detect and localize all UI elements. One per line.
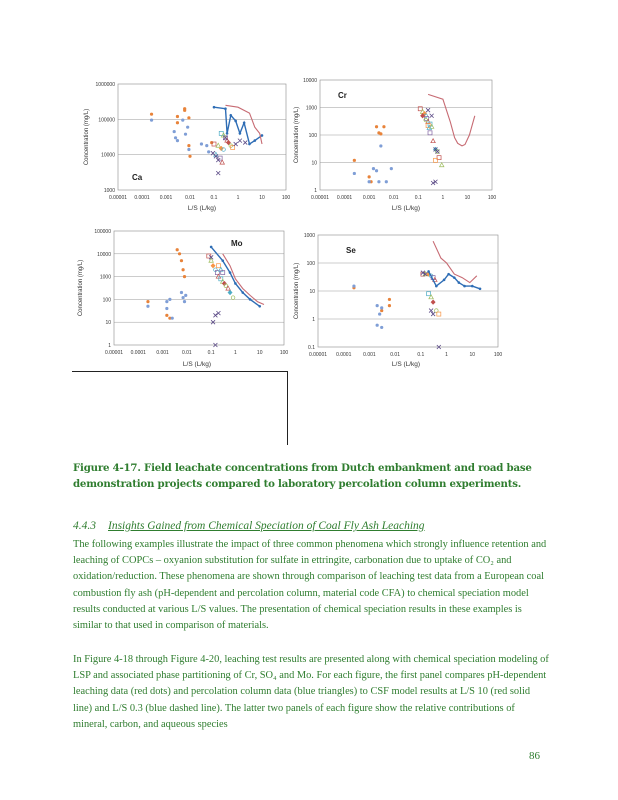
chart-mo-field-orange-point bbox=[146, 300, 149, 303]
chart-mo-y-tick-label: 10000 bbox=[97, 251, 111, 258]
chart-ca-model-point bbox=[213, 106, 216, 109]
chart-mo-title: Mo bbox=[231, 239, 243, 248]
chart-ca-field-orange-point bbox=[183, 107, 186, 110]
chart-ca-y-tick-label: 10000 bbox=[101, 152, 115, 159]
chart-ca-model-point bbox=[226, 132, 229, 135]
chart-mo-lab-point bbox=[211, 263, 215, 268]
chart-cr bbox=[290, 72, 502, 214]
chart-se-x-tick-label: 10 bbox=[469, 352, 476, 358]
chart-mo-field-blue-point bbox=[165, 300, 168, 303]
chart-mo-x-tick-label: 100 bbox=[279, 350, 288, 356]
chart-cr-ylabel: Concentration (mg/L) bbox=[294, 106, 300, 164]
chart-se-model-point bbox=[479, 287, 482, 290]
figure-divider-vertical bbox=[287, 371, 288, 445]
chart-ca-field-blue-point bbox=[205, 144, 208, 147]
chart-mo-y-tick-label: 1000 bbox=[99, 274, 111, 281]
chart-cr-field-blue-point bbox=[377, 180, 380, 183]
chart-cr-field-orange-point bbox=[353, 159, 356, 162]
chart-ca-field-blue-point bbox=[176, 139, 179, 142]
chart-se-lab-x-point bbox=[431, 312, 435, 316]
chart-mo-field-blue-point bbox=[183, 300, 186, 303]
chart-mo-y-tick-label: 100 bbox=[102, 297, 111, 304]
chart-cr-x-tick-label: 0.01 bbox=[388, 195, 399, 201]
chart-ca-field-blue-point bbox=[200, 142, 203, 145]
chart-se-model-point bbox=[443, 279, 446, 282]
chart-ca-field-blue-point bbox=[187, 148, 190, 151]
chart-cr-x-ticks bbox=[311, 195, 496, 201]
chart-mo-x-ticks bbox=[105, 350, 288, 356]
chart-se-x-tick-label: 0.1 bbox=[417, 352, 425, 358]
chart-cr-x-tick-label: 0.1 bbox=[414, 195, 422, 201]
chart-se-field-orange-point bbox=[388, 304, 391, 307]
chart-mo-x-tick-label: 0.00001 bbox=[104, 350, 124, 356]
chart-cr-xlabel: L/S (L/kg) bbox=[391, 205, 421, 212]
chart-ca-y-tick-label: 100000 bbox=[98, 117, 115, 124]
chart-se-y-tick-label: 100 bbox=[306, 261, 315, 267]
chart-cr-field-blue-point bbox=[375, 169, 378, 172]
figure-caption bbox=[73, 460, 553, 492]
chart-ca-lab-point bbox=[220, 160, 224, 164]
chart-cr-y-tick-label: 10 bbox=[311, 160, 317, 167]
chart-ca-model-blue-line bbox=[214, 107, 262, 144]
chart-mo-field-orange-point bbox=[165, 314, 168, 317]
chart-ca-field-blue-point bbox=[150, 119, 153, 122]
chart-ca-field-blue-point bbox=[207, 150, 210, 153]
chart-se-field-blue-point bbox=[378, 312, 381, 315]
chart-se-x-ticks bbox=[309, 352, 502, 358]
chart-se-x-tick-label: 0.001 bbox=[363, 352, 376, 358]
chart-ca-x-tick-label: 0.0001 bbox=[134, 195, 150, 201]
chart-mo-lab-point bbox=[216, 264, 220, 268]
chart-ca-field-blue-point bbox=[184, 133, 187, 136]
chart-se-y-tick-label: 10 bbox=[309, 289, 315, 295]
chart-ca-ylabel: Concentration (mg/L) bbox=[84, 108, 90, 166]
chart-mo-lab-point bbox=[231, 296, 235, 300]
chart-mo-model-point bbox=[241, 291, 244, 294]
chart-cr-x-tick-label: 10 bbox=[464, 195, 471, 201]
chart-cr-lab-point bbox=[428, 131, 432, 135]
chart-mo-field-blue-point bbox=[171, 317, 174, 320]
chart-se-field-orange-point bbox=[388, 298, 391, 301]
section-title: Insights Gained from Chemical Speciation of Coal Fly Ash Leaching bbox=[108, 520, 425, 532]
chart-cr-field-blue-point bbox=[379, 144, 382, 147]
chart-cr-x-tick-label: 0.0001 bbox=[336, 195, 353, 201]
chart-ca-model-point bbox=[229, 114, 232, 117]
chart-ca-model-point bbox=[234, 120, 237, 123]
chart-cr-x-tick-label: 100 bbox=[487, 195, 497, 201]
chart-ca-field-blue-point bbox=[186, 126, 189, 129]
chart-mo-model-point bbox=[221, 259, 224, 262]
chart-mo-field-blue-point bbox=[181, 296, 184, 299]
chart-mo-field-blue-point bbox=[168, 298, 171, 301]
chart-mo-model-point bbox=[234, 282, 237, 285]
chart-cr-lab-x-point bbox=[426, 108, 430, 112]
chart-mo-field-orange-point bbox=[180, 259, 183, 262]
chart-cr-lab-point bbox=[440, 163, 444, 167]
chart-ca-y-tick-label: 1000000 bbox=[95, 82, 115, 88]
chart-ca-model-point bbox=[253, 139, 256, 142]
chart-se-field-blue-point bbox=[380, 326, 383, 329]
chart-se-x-tick-label: 1 bbox=[445, 352, 448, 358]
chart-ca-model-point bbox=[261, 134, 264, 137]
chart-se bbox=[292, 225, 504, 370]
chart-se-field-blue-point bbox=[380, 306, 383, 309]
chart-ca-field-blue-point bbox=[174, 136, 177, 139]
chart-ca-lab-x-point bbox=[243, 141, 247, 145]
chart-cr-lab-x-point bbox=[435, 150, 439, 154]
chart-mo-lab-point bbox=[226, 286, 230, 290]
chart-mo-field-blue-point bbox=[180, 291, 183, 294]
chart-mo-y-tick-label: 1 bbox=[108, 343, 111, 349]
chart-cr-y-tick-label: 1000 bbox=[305, 105, 317, 112]
chart-se-x-tick-label: 0.01 bbox=[390, 352, 401, 358]
chart-ca-lab-x-point bbox=[234, 142, 238, 146]
chart-ca-field-blue-point bbox=[173, 130, 176, 133]
chart-mo-series bbox=[146, 246, 264, 347]
chart-mo-field-blue-point bbox=[165, 307, 168, 310]
chart-cr-y-ticks bbox=[303, 78, 317, 194]
chart-se-x-tick-label: 0.0001 bbox=[336, 352, 352, 358]
chart-ca-series bbox=[150, 105, 263, 175]
chart-mo-model-red-line bbox=[223, 254, 264, 305]
chart-ca bbox=[80, 72, 292, 214]
chart-cr-field-orange-point bbox=[368, 175, 371, 178]
chart-se-lab-point bbox=[427, 292, 431, 296]
chart-ca-field-orange-point bbox=[150, 113, 153, 116]
chart-cr-field-blue-point bbox=[372, 167, 375, 170]
chart-cr-gridlines bbox=[320, 108, 492, 163]
chart-mo-x-tick-label: 0.01 bbox=[181, 350, 192, 356]
chart-ca-x-tick-label: 0.001 bbox=[159, 195, 173, 201]
chart-ca-lab-point bbox=[219, 146, 223, 151]
chart-ca-x-tick-label: 100 bbox=[281, 195, 291, 201]
chart-mo-lab-x-point bbox=[213, 313, 217, 317]
chart-mo-x-tick-label: 0.0001 bbox=[130, 350, 146, 356]
chart-cr-field-orange-point bbox=[379, 132, 382, 135]
chart-ca-lab-point bbox=[216, 143, 220, 147]
section-heading bbox=[73, 520, 425, 532]
chart-mo-model-point bbox=[210, 246, 213, 249]
chart-mo-gridlines bbox=[114, 254, 284, 322]
chart-se-model-red-line bbox=[433, 241, 477, 282]
chart-ca-y-tick-label: 1000 bbox=[103, 188, 115, 194]
chart-se-ylabel: Concentration (mg/L) bbox=[294, 262, 300, 320]
chart-ca-x-tick-label: 10 bbox=[259, 195, 265, 201]
chart-se-xlabel: L/S (L/kg) bbox=[391, 361, 421, 368]
chart-se-model-point bbox=[453, 276, 456, 279]
chart-mo-field-orange-point bbox=[176, 248, 179, 251]
chart-se-x-tick-label: 100 bbox=[493, 352, 503, 358]
chart-mo-plot-area bbox=[114, 231, 284, 345]
paragraph-2: In Figure 4‑18 through Figure 4‑20, leaching test results are presented along with chemical speciation modeling of LSP and associated phase partitioning of Cr, SO₄ and Mo. For each figure, the first panel compares pH‑dependent leaching data (red dots) and percolation column data (blue triangles) to CSF model results at L/S 10 (red solid line) and L/S 0.3 (blue dashed line). The latter two panels of each figure show the relative contributions of mineral, carbon, and aqueous species bbox=[73, 654, 549, 730]
chart-se-x-tick-label: 0.00001 bbox=[308, 352, 328, 358]
chart-mo-x-tick-label: 10 bbox=[256, 350, 263, 356]
section-number: 4.4.3 bbox=[73, 520, 96, 532]
chart-se-model-point bbox=[471, 285, 474, 288]
page-number: 86 bbox=[529, 750, 540, 762]
chart-mo-field-orange-point bbox=[183, 275, 186, 278]
chart-se-model-point bbox=[447, 273, 450, 276]
chart-se-lab-point bbox=[437, 312, 441, 316]
chart-mo-x-tick-label: 0.001 bbox=[156, 350, 169, 356]
chart-se-field-blue-point bbox=[352, 284, 355, 287]
chart-se-series bbox=[352, 241, 481, 349]
chart-se-lab-x-point bbox=[429, 309, 433, 313]
chart-mo-ylabel: Concentration (mg/L) bbox=[78, 259, 84, 317]
chart-cr-field-blue-point bbox=[385, 180, 388, 183]
chart-ca-x-tick-label: 1 bbox=[236, 195, 240, 201]
chart-ca-x-tick-label: 0.00001 bbox=[108, 195, 128, 201]
chart-mo bbox=[76, 225, 288, 370]
chart-ca-x-tick-label: 0.1 bbox=[210, 195, 218, 201]
chart-ca-model-point bbox=[243, 121, 246, 124]
chart-ca-field-orange-point bbox=[176, 115, 179, 118]
chart-cr-y-tick-label: 1 bbox=[314, 188, 317, 194]
chart-ca-field-blue-point bbox=[181, 119, 184, 122]
chart-cr-field-orange-point bbox=[382, 125, 385, 128]
chart-ca-field-orange-point bbox=[187, 144, 190, 147]
chart-se-title: Se bbox=[346, 246, 356, 255]
chart-cr-field-orange-point bbox=[375, 125, 378, 128]
chart-se-lab-point bbox=[431, 300, 435, 305]
chart-mo-model-point bbox=[258, 305, 261, 308]
chart-se-y-tick-label: 1000 bbox=[303, 233, 315, 239]
chart-cr-series bbox=[353, 94, 475, 185]
chart-mo-model-point bbox=[229, 271, 232, 274]
chart-ca-x-ticks bbox=[109, 195, 290, 201]
chart-mo-field-orange-point bbox=[178, 252, 181, 255]
chart-ca-field-orange-point bbox=[187, 116, 190, 119]
chart-cr-x-tick-label: 0.00001 bbox=[310, 195, 330, 201]
chart-se-model-point bbox=[427, 270, 430, 273]
chart-ca-x-tick-label: 0.01 bbox=[185, 195, 195, 201]
chart-mo-field-orange-point bbox=[181, 268, 184, 271]
chart-mo-field-blue-point bbox=[146, 305, 149, 308]
chart-cr-y-tick-label: 100 bbox=[308, 133, 317, 139]
chart-mo-lab-point bbox=[228, 290, 232, 295]
chart-ca-xlabel: L/S (L/kg) bbox=[187, 205, 217, 212]
chart-cr-field-blue-point bbox=[353, 172, 356, 175]
chart-mo-y-tick-label: 100000 bbox=[94, 229, 111, 235]
chart-ca-model-point bbox=[248, 143, 251, 146]
chart-cr-title: Cr bbox=[338, 91, 347, 100]
chart-mo-y-tick-label: 10 bbox=[105, 320, 111, 327]
paragraph-1: The following examples illustrate the impact of three common phenomena which strongly influence retention and leaching of COPCs – oxyanion substitution for sulfate in ettringite, carbonation due to uptake of CO₂ and oxidation/reduction. These phenomena are shown through comparison of leaching test data from a European coal combustion fly ash (pH‑dependent and percolation column, material code CFA) to chemical speciation model results conducted at various L/S values. The presentation of chemical speciation results in these examples is similar to that used in comparison of materials. bbox=[73, 539, 547, 632]
figure-caption-label: Figure 4‑17. bbox=[73, 462, 141, 474]
chart-cr-lab-x-point bbox=[430, 114, 434, 118]
chart-cr-x-tick-label: 1 bbox=[441, 195, 445, 201]
chart-se-y-tick-label: 0.1 bbox=[308, 345, 315, 351]
chart-ca-model-point bbox=[239, 132, 242, 135]
chart-mo-x-tick-label: 0.1 bbox=[207, 350, 215, 356]
chart-ca-title: Ca bbox=[132, 173, 143, 182]
chart-cr-field-blue-point bbox=[390, 167, 393, 170]
chart-cr-x-tick-label: 0.001 bbox=[362, 195, 376, 201]
chart-mo-model-point bbox=[249, 298, 252, 301]
chart-mo-field-blue-point bbox=[184, 294, 187, 297]
chart-cr-field-blue-point bbox=[368, 180, 371, 183]
figure-divider-horizontal bbox=[72, 371, 288, 372]
chart-ca-field-orange-point bbox=[188, 155, 191, 158]
chart-ca-field-orange-point bbox=[176, 121, 179, 124]
chart-se-model-point bbox=[435, 285, 438, 288]
chart-ca-model-point bbox=[224, 107, 227, 110]
chart-mo-lab-x-point bbox=[216, 311, 220, 315]
chart-cr-y-tick-label: 10000 bbox=[303, 78, 317, 84]
chart-ca-lab-x-point bbox=[238, 139, 242, 143]
chart-mo-x-tick-label: 1 bbox=[234, 350, 237, 356]
chart-se-y-ticks bbox=[304, 233, 315, 351]
chart-cr-model-red-line bbox=[428, 94, 475, 145]
chart-se-field-blue-point bbox=[376, 324, 379, 327]
chart-ca-lab-x-point bbox=[216, 171, 220, 175]
chart-ca-y-ticks bbox=[96, 82, 116, 194]
chart-se-field-blue-point bbox=[376, 304, 379, 307]
figure-caption-text: Field leachate concentrations from Dutch embankment and road base demonstration projects compared to laboratory percolation column experiments. bbox=[73, 462, 532, 490]
chart-se-model-point bbox=[458, 281, 461, 284]
chart-se-model-point bbox=[463, 285, 466, 288]
chart-se-y-tick-label: 1 bbox=[312, 317, 315, 323]
chart-mo-xlabel: L/S (L/kg) bbox=[182, 361, 212, 368]
chart-se-gridlines bbox=[318, 263, 498, 319]
chart-cr-lab-point bbox=[431, 139, 435, 143]
chart-mo-y-ticks bbox=[94, 229, 111, 349]
